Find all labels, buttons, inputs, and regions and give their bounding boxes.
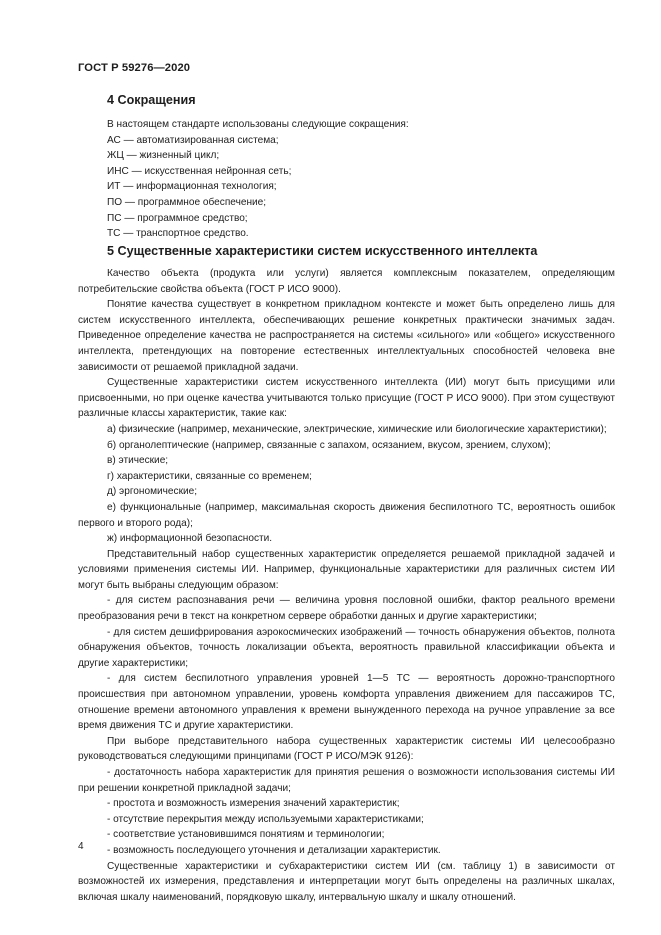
abbreviation-item: ИТ — информационная технология;	[107, 181, 277, 193]
paragraph: Существенные характеристики систем искусственного интеллекта (ИИ) могут быть присущими или присвоенными, но при оценке качества учитываются только присущие (ГОСТ Р ИСО 9000). При этом существуют различные классы характеристик, такие как:	[78, 377, 615, 420]
list-item: - возможность последующего уточнения и детализации характеристик.	[107, 844, 441, 856]
document-header: ГОСТ Р 59276—2020	[78, 62, 191, 74]
page-number: 4	[78, 841, 84, 852]
paragraph: Понятие качества существует в конкретном прикладном контексте и может быть определено лишь для систем искусственного интеллекта, обеспечивающих решение конкретных практически значимых задач. Приведенное определение качества не распространяется на системы «сильного» или «общего» искусственного интеллекта, претендующих на повторение естественных интеллектуальных способностей человека вне зависимости от решаемой прикладной задачи.	[78, 299, 615, 373]
list-item: - соответствие установившимся понятиям и терминологии;	[107, 829, 385, 841]
list-item: б) органолептические (например, связанные с запахом, осязанием, вкусом, зрением, слухом);	[107, 439, 551, 451]
list-item: - для систем распознавания речи — величина уровня пословной ошибки, фактор реального времени преобразования речи в текст на конкретном сервере обработки данных и другие характеристики;	[78, 595, 615, 623]
list-item: - отсутствие перекрытия между используемыми характеристиками;	[107, 813, 424, 825]
abbreviations-block	[78, 117, 615, 242]
abbreviation-item: ПС — программное средство;	[107, 212, 248, 224]
abbreviations-intro: В настоящем стандарте использованы следующие сокращения:	[107, 119, 409, 130]
paragraph: При выборе представительного набора существенных характеристик системы ИИ целесообразно руководствоваться следующими принципами (ГОСТ Р ИСО/МЭК 9126):	[78, 735, 615, 763]
list-item: - для систем дешифрирования аэрокосмических изображений — точность обнаружения объектов, полнота обнаружения объектов, точность локализации объекта, вероятность правильной классификации объекта и другие характеристики;	[78, 626, 615, 669]
section-5-body	[78, 266, 615, 905]
list-item: е) функциональные (например, максимальная скорость движения беспилотного ТС, вероятность ошибок первого и второго рода);	[78, 501, 615, 529]
section-5-title: 5 Существенные характеристики систем искусственного интеллекта	[107, 244, 538, 258]
abbreviation-item: ИНС — искусственная нейронная сеть;	[107, 165, 292, 177]
list-item: ж) информационной безопасности.	[107, 533, 273, 545]
list-item: г) характеристики, связанные со временем;	[107, 470, 312, 482]
paragraph: Представительный набор существенных характеристик определяется решаемой прикладной задачей и условиями применения системы ИИ. Например, функциональные характеристики для различных систем ИИ могут быть выбраны следующим образом:	[78, 548, 615, 591]
abbreviation-item: ПО — программное обеспечение;	[107, 196, 267, 208]
abbreviation-item: ЖЦ — жизненный цикл;	[107, 150, 220, 162]
abbreviation-item: АС — автоматизированная система;	[107, 134, 279, 146]
list-item: - достаточность набора характеристик для принятия решения о возможности использования системы ИИ при решении конкретной прикладной задачи;	[78, 767, 615, 794]
list-item: в) этические;	[107, 455, 169, 467]
section-4-title: 4 Сокращения	[107, 93, 196, 107]
list-item: - простота и возможность измерения значений характеристик;	[107, 798, 400, 810]
paragraph: Качество объекта (продукта или услуги) является комплексным показателем, определяющим потребительские свойства объекта (ГОСТ Р ИСО 9000).	[78, 268, 615, 295]
paragraph: Существенные характеристики и субхарактеристики систем ИИ (см. таблицу 1) в зависимости от возможностей их измерения, представления и интерпретации могут быть определены на различных шкалах, включая шкалу наименований, порядковую шкалу, интервальную шкалу и шкалу отношений.	[78, 860, 615, 903]
list-item: а) физические (например, механические, электрические, химические или биологические характеристики);	[107, 423, 607, 435]
list-item: д) эргономические;	[107, 486, 198, 498]
abbreviation-item: ТС — транспортное средство.	[107, 228, 249, 240]
list-item: - для систем беспилотного управления уровней 1—5 ТС — вероятность дорожно-транспортного происшествия при автономном управлении, уровень комфорта управления движением для пассажиров ТС, отношение времени автономного управления к времени вынужденного перехода на ручное управление за все время движения ТС и другие характеристики.	[78, 673, 615, 732]
